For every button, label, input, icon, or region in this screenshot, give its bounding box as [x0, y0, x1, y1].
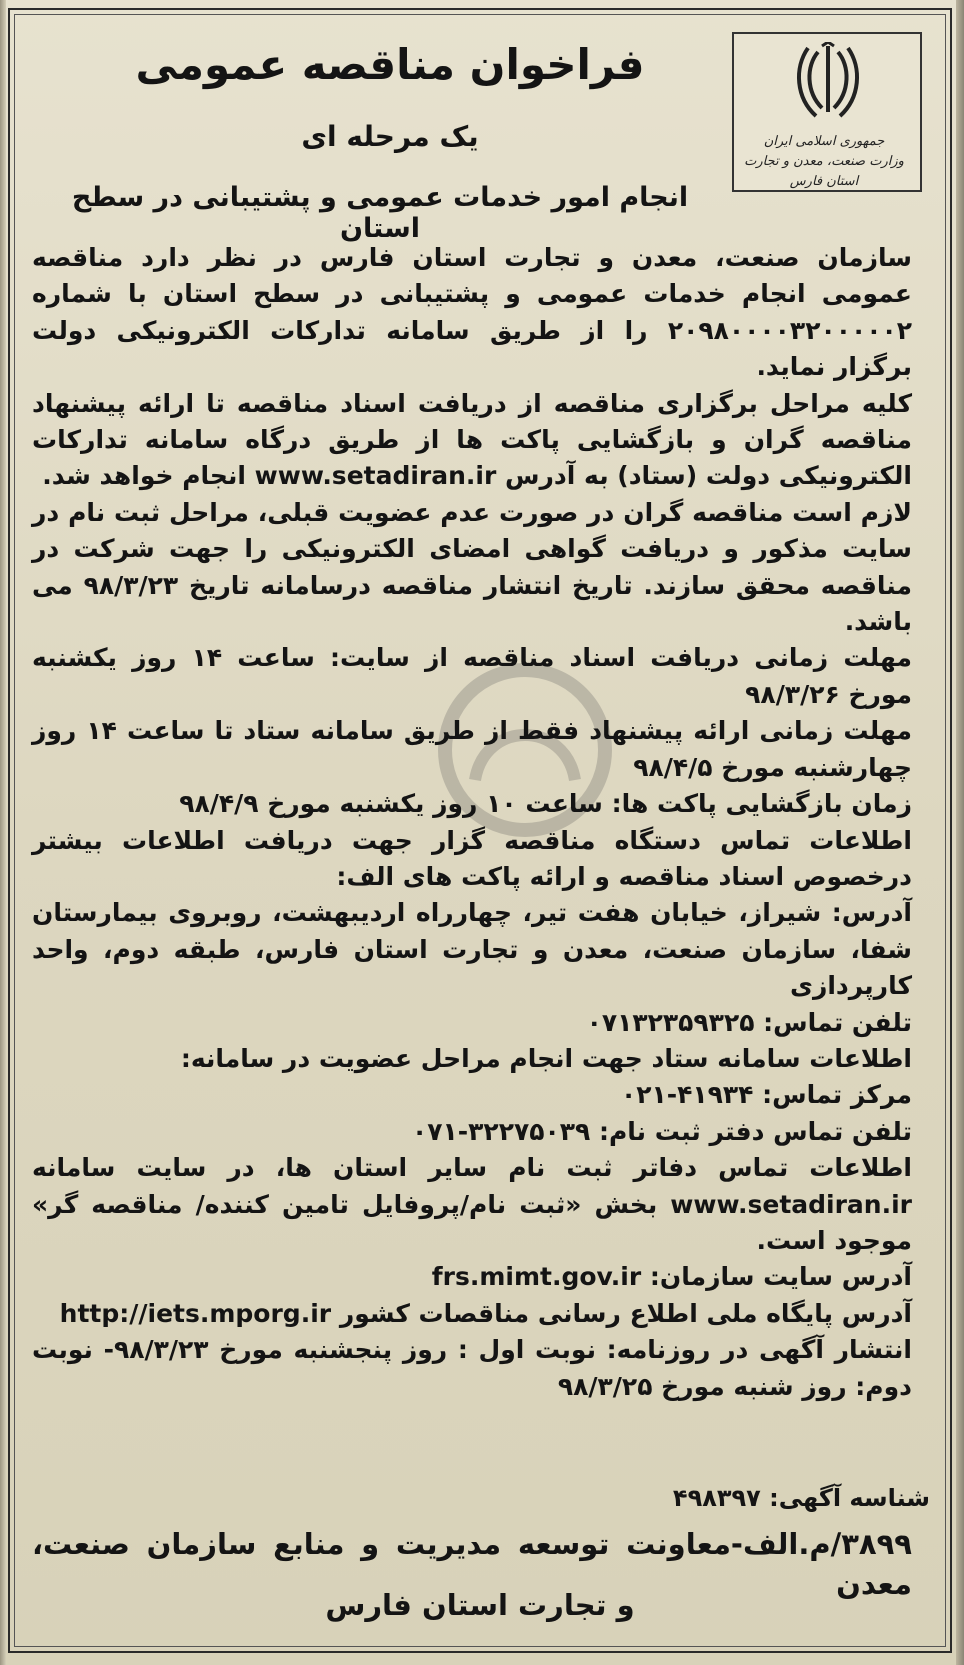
paragraph-procedure	[32, 386, 912, 495]
paragraph-publication: انتشار آگهی در روزنامه: نوبت اول : روز پنجشنبه مورخ ۹۸/۳/۲۳- نوبت دوم: روز شنبه مورخ ۹۸/۳/۲۵	[32, 1335, 913, 1401]
national-portal-label: آدرس پایگاه ملی اطلاع رسانی مناقصات کشور	[339, 1298, 912, 1328]
paragraph-call-center: مرکز تماس: ۴۱۹۳۴-۰۲۱	[620, 1080, 912, 1110]
paragraph-intro: سازمان صنعت، معدن و تجارت استان فارس در نظر دارد مناقصه عمومی انجام خدمات عمومی و پشتیبانی در سطح استان با شماره ۲۰۹۸۰۰۰۰۳۲۰۰۰۰۰۲ را از طریق سامانه تدارکات الکترونیکی دولت برگزار نماید.	[32, 243, 912, 382]
other-provinces-end: بخش «ثبت نام/پروفایل تامین کننده/ مناقصه گر» موجود است.	[32, 1189, 912, 1255]
paragraph-document-deadline: مهلت زمانی دریافت اسناد مناقصه از سایت: ساعت ۱۴ روز یکشنبه مورخ ۹۸/۳/۲۶	[32, 643, 912, 709]
notice-subtitle: یک مرحله ای	[301, 120, 479, 153]
notice-headline: انجام امور خدمات عمومی و پشتیبانی در سطح استان	[71, 182, 689, 244]
iran-emblem-icon	[792, 42, 864, 128]
ad-code: شناسه آگهی: ۴۹۸۳۹۷	[672, 1484, 930, 1512]
notice-title: فراخوان مناقصه عمومی	[135, 40, 645, 89]
paragraph-other-provinces	[32, 1150, 912, 1259]
notice-body	[32, 240, 912, 1405]
right-edge-shadow	[956, 0, 964, 1665]
org-site-link[interactable]: frs.mimt.gov.ir	[431, 1262, 642, 1292]
paragraph-procedure-end: انجام خواهد شد.	[42, 461, 246, 491]
org-site-label: آدرس سایت سازمان:	[649, 1262, 912, 1292]
ministry-emblem-box	[732, 32, 922, 192]
setadiran-link[interactable]: www.setadiran.ir	[254, 461, 497, 491]
paragraph-national-portal	[32, 1296, 912, 1332]
other-provinces-text: اطلاعات تماس دفاتر ثبت نام سایر استان ها، در سایت سامانه	[32, 1153, 912, 1183]
paragraph-registration: لازم است مناقصه گران در صورت عدم عضویت قبلی، مراحل ثبت نام در سایت مذکور و دریافت گواهی امضای الکترونیکی را جهت شرکت در مناقصه محقق سازند. تاریخ انتشار مناقصه درسامانه تاریخ ۹۸/۳/۲۳ می باشد.	[32, 497, 912, 637]
paragraph-bid-deadline: مهلت زمانی ارائه پیشنهاد فقط از طریق سامانه ستاد تا ساعت ۱۴ روز چهارشنبه مورخ ۹۸/۴/۵	[32, 716, 912, 782]
paragraph-procedure-text: کلیه مراحل برگزاری مناقصه از دریافت اسناد مناقصه تا ارائه پیشنهاد مناقصه گران و بازگشایی پاکت ها از طریق درگاه سامانه تدارکات الکترونیکی دولت (ستاد) به آدرس	[32, 388, 912, 491]
national-portal-link[interactable]: http://iets.mporg.ir	[59, 1298, 332, 1328]
emblem-country-text: جمهوری اسلامی ایران	[763, 134, 885, 149]
setadiran-link-2[interactable]: www.setadiran.ir	[670, 1189, 912, 1219]
paragraph-org-site	[32, 1259, 912, 1295]
footer-line-1: ۳۸۹۹/م.الف-معاونت توسعه مدیریت و منابع سازمان صنعت، معدن	[32, 1527, 912, 1601]
paragraph-opening-time: زمان بازگشایی پاکت ها: ساعت ۱۰ روز یکشنبه مورخ ۹۸/۴/۹	[179, 789, 912, 819]
paragraph-contact-intro: اطلاعات تماس دستگاه مناقصه گزار جهت دریافت اطلاعات بیشتر درخصوص اسناد مناقصه و ارائه پاکت های الف:	[32, 825, 912, 891]
emblem-province-text: استان فارس	[789, 174, 859, 189]
paragraph-address: آدرس: شیراز، خیابان هفت تیر، چهارراه اردیبهشت، روبروی بیمارستان شفا، سازمان صنعت، معدن و تجارت استان فارس، طبقه دوم، واحد کارپردازی	[32, 898, 912, 1001]
paragraph-phone: تلفن تماس: ۰۷۱۳۲۳۵۹۳۲۵	[586, 1007, 912, 1037]
left-edge-shadow	[0, 0, 6, 1665]
footer-line-2: و تجارت استان فارس	[325, 1588, 635, 1622]
paragraph-setad-info: اطلاعات سامانه ستاد جهت انجام مراحل عضویت در سامانه:	[180, 1043, 912, 1073]
emblem-ministry-text: وزارت صنعت، معدن و تجارت	[744, 154, 904, 169]
paragraph-registration-phone: تلفن تماس دفتر ثبت نام: ۳۲۲۷۵۰۳۹-۰۷۱	[412, 1116, 912, 1146]
